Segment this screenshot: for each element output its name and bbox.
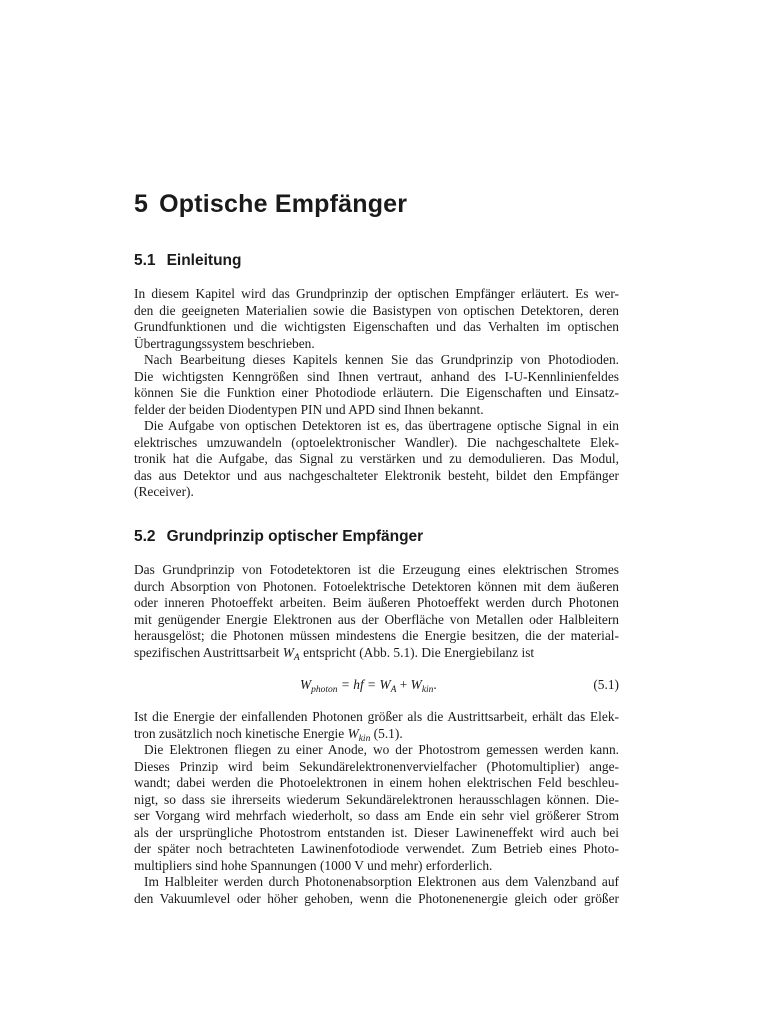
paragraph-line: nigt, so dass sie ihrerseits wiederum Sekundärelektronen herausschlagen können. Die- [134,791,619,807]
paragraph-line: herausgelöst; die Photonen müssen mindestens die Energie besitzen, die der material- [134,628,619,643]
text-fragment: tron zusätzlich noch kinetische Energie [134,725,348,741]
document-page [134,0,619,1024]
equation-formula [300,676,437,694]
paragraph-line: Die wichtigsten Kenngrößen sind Ihnen vertraut, anhand des I-U-Kennlinienfeldes [134,368,619,384]
paragraph-line-wkin [134,726,619,743]
text-fragment: entspricht (Abb. 5.1). Die Energiebilanz ist [299,644,535,660]
math-symbol: W [347,725,359,741]
math-symbol: W [410,677,422,692]
text-fragment: (5.1). [370,725,403,741]
paragraph-line: den Vakuumlevel oder höher gehoben, wenn die Photonenenergie gleich oder größer [134,890,619,906]
paragraph-line-wa [134,645,619,662]
paragraph-line: Nach Bearbeitung dieses Kapitels kennen Sie das Grundprinzip von Photodioden. [144,352,619,367]
paragraph-line: elektrisches umzuwandeln (optoelektronischer Wandler). Die nachgeschaltete Elek- [134,434,619,450]
section-number: 5.2 [134,528,156,545]
paragraph-line: das aus Detektor und aus nachgeschalteter Elektronik besteht, bildet den Empfänger [134,467,619,483]
paragraph-line: In diesem Kapitel wird das Grundprinzip der optischen Empfänger erläutert. Es wer- [134,286,619,301]
paragraph-line: ser Vorgang wird mehrfach wiederholt, so dass am Ende ein sehr viel größerer Strom [134,808,619,823]
section-title: Grundprinzip optischer Empfänger [166,528,424,545]
math-operator: + [396,677,411,692]
section-5-2-body-before [134,562,619,661]
section-heading-grundprinzip [134,528,423,546]
section-number: 5.1 [134,252,156,269]
paragraph-line: Im Halbleiter werden durch Photonenabsorption Elektronen aus dem Valenzband auf [144,874,619,889]
paragraph-line: können Sie die Funktion einer Photodiode erläutern. Die Eigenschaften und Einsatz- [134,385,619,400]
paragraph-line: oder inneren Photoeffekt arbeiten. Beim äußeren Photoeffekt werden durch Photonen [134,595,619,610]
paragraph-line: Die Elektronen fliegen zu einer Anode, wo der Photostrom gemessen werden kann. [144,742,619,757]
equation-5-1 [134,676,619,694]
paragraph-line: der später noch betrachteten Lawinenfotodiode verwendet. Zum Betrieb eines Photo- [134,841,619,856]
paragraph-line: multipliers sind hohe Spannungen (1000 V und mehr) erforderlich. [134,857,493,873]
paragraph-line: mit genügender Energie Elektronen aus der Oberfläche von Metallen oder Halbleitern [134,611,619,627]
paragraph-line: Grundfunktionen und die wichtigsten Eigenschaften und das Verhalten im optischen [134,319,619,334]
math-symbol: = hf = [337,677,380,692]
math-subscript: photon [311,685,338,695]
paragraph-line: (Receiver). [134,484,194,499]
paragraph-line: durch Absorption von Photonen. Fotoelektrische Detektoren können mit dem äußeren [134,578,619,594]
paragraph-line: Die Aufgabe von optischen Detektoren ist es, das übertragene optische Signal in ein [144,418,619,433]
equation-number: (5.1) [593,677,619,692]
paragraph-line: Übertragungssystem beschrieben. [134,335,315,351]
section-heading-einleitung [134,252,241,270]
section-5-2-body-after [134,709,619,907]
text-fragment: spezifischen Austrittsarbeit [134,644,283,660]
chapter-title [134,190,407,219]
paragraph-line: wandt; dabei werden die Photoelektronen in einem hohen elektrischen Feld beschleu- [134,775,619,790]
paragraph-line: als der ursprüngliche Photostrom entstanden ist. Dieser Lawineneffekt wird auch bei [134,824,619,840]
math-subscript: A [293,652,300,663]
math-subscript: kin [421,685,434,695]
paragraph-line: Dieses Prinzip wird beim Sekundärelektronenvervielfacher (Photomultiplier) ange- [134,758,619,774]
math-symbol: W [379,677,391,692]
section-5-1-body [134,286,619,501]
paragraph-line: Das Grundprinzip von Fotodetektoren ist die Erzeugung eines elektrischen Stromes [134,562,619,577]
paragraph-line: den die geeigneten Materialien sowie die Basistypen von optischen Detektoren, deren [134,302,619,318]
paragraph-line: Ist die Energie der einfallenden Photonen größer als die Austrittsarbeit, erhält das Elek- [134,709,619,724]
math-symbol: W [282,644,294,660]
math-operator: . [433,677,437,692]
section-title: Einleitung [166,252,242,269]
paragraph-line: tronik hat die Aufgabe, das Signal zu verstärken und zu demodulieren. Das Modul, [134,451,619,466]
chapter-number: 5 [134,190,149,218]
math-subscript: kin [358,733,371,744]
math-symbol: W [300,677,312,692]
chapter-title-text: Optische Empfänger [159,190,408,218]
math-subscript: A [390,685,397,695]
paragraph-line: felder der beiden Diodentypen PIN und APD sind Ihnen bekannt. [134,401,484,417]
